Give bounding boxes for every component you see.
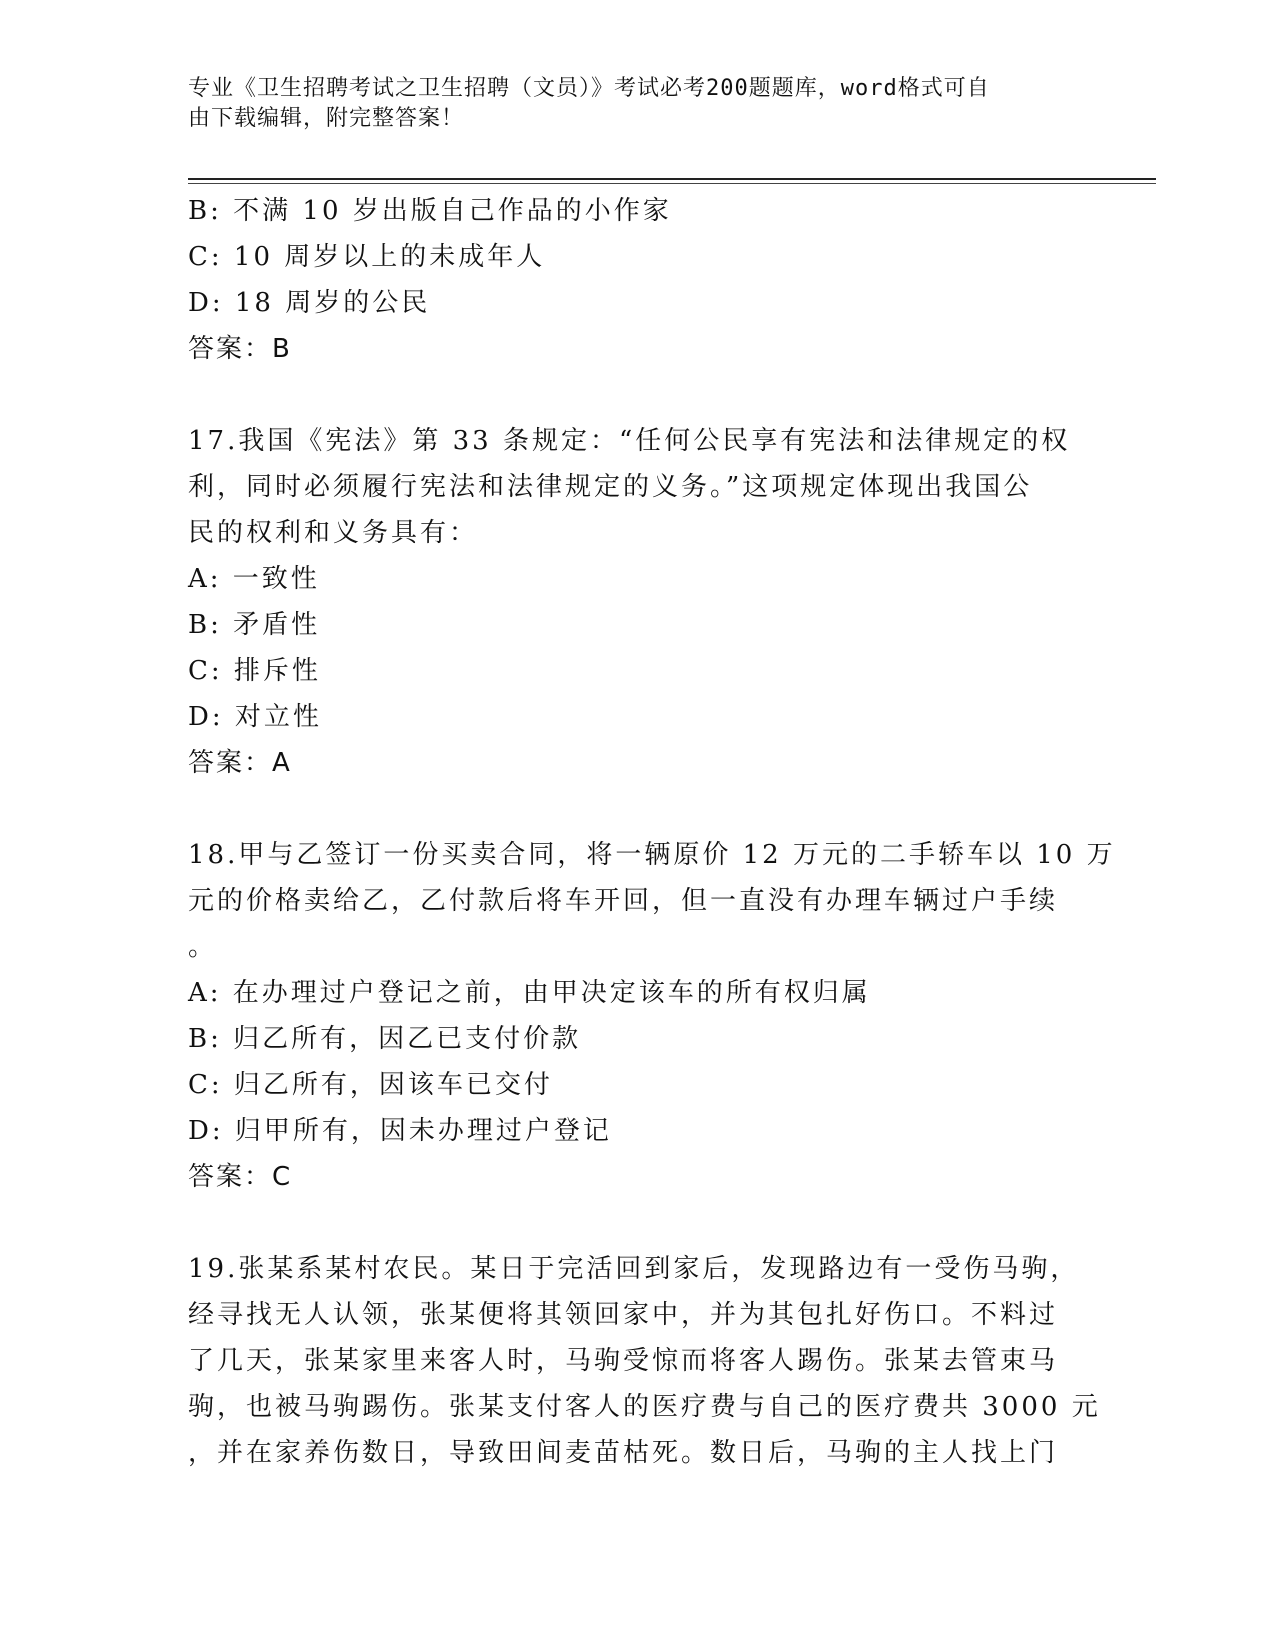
question-stem-line: ，并在家养伤数日，导致田间麦苗枯死。数日后，马驹的主人找上门 [188, 1438, 1059, 1468]
option-b: B: 矛盾性 [188, 610, 321, 640]
header-line-1: 专业《卫生招聘考试之卫生招聘（文员）》考试必考200题题库，word格式可自 [188, 76, 990, 101]
option-a: A: 在办理过户登记之前，由甲决定该车的所有权归属 [188, 978, 871, 1008]
option-b: B: 不满 10 岁出版自己作品的小作家 [188, 196, 672, 226]
question-18 [188, 832, 1116, 1200]
question-stem-line: 利，同时必须履行宪法和法律规定的义务。”这项规定体现出我国公 [188, 472, 1033, 502]
option-c: C: 排斥性 [188, 656, 321, 686]
question-stem-line: 元的价格卖给乙，乙付款后将车开回，但一直没有办理车辆过户手续 [188, 886, 1059, 916]
page-header [188, 74, 1068, 134]
header-line-2: 由下载编辑，附完整答案！ [188, 106, 465, 131]
header-divider-thin [188, 183, 1156, 184]
spacer [188, 786, 1088, 832]
question-content [188, 188, 1116, 1476]
header-divider-thick [188, 178, 1156, 180]
question-stem-line: 驹，也被马驹踢伤。张某支付客人的医疗费与自己的医疗费共 3000 元 [188, 1392, 1101, 1422]
spacer [188, 372, 1088, 418]
option-b: B: 归乙所有，因乙已支付价款 [188, 1024, 582, 1054]
option-c: C: 10 周岁以上的未成年人 [188, 242, 546, 272]
question-stem-line: 。 [188, 932, 218, 962]
spacer [188, 1200, 1088, 1246]
question-19 [188, 1246, 1101, 1476]
option-d: D: 18 周岁的公民 [188, 288, 431, 318]
answer: 答案：B [188, 334, 292, 364]
option-c: C: 归乙所有，因该车已交付 [188, 1070, 553, 1100]
question-stem-line: 18.甲与乙签订一份买卖合同，将一辆原价 12 万元的二手轿车以 10 万 [188, 840, 1116, 870]
question-stem-line: 17.我国《宪法》第 33 条规定：“任何公民享有宪法和法律规定的权 [188, 426, 1071, 456]
question-stem-line: 经寻找无人认领，张某便将其领回家中，并为其包扎好伤口。不料过 [188, 1300, 1059, 1330]
question-17 [188, 418, 1088, 786]
answer: 答案：C [188, 1162, 293, 1192]
question-16-tail [188, 188, 1088, 372]
option-d: D: 归甲所有，因未办理过户登记 [188, 1116, 612, 1146]
answer: 答案：A [188, 748, 292, 778]
option-d: D: 对立性 [188, 702, 322, 732]
question-stem-line: 了几天，张某家里来客人时，马驹受惊而将客人踢伤。张某去管束马 [188, 1346, 1059, 1376]
question-stem-line: 民的权利和义务具有： [188, 518, 479, 548]
question-stem-line: 19.张某系某村农民。某日于完活回到家后，发现路边有一受伤马驹， [188, 1254, 1080, 1284]
option-a: A: 一致性 [188, 564, 320, 594]
